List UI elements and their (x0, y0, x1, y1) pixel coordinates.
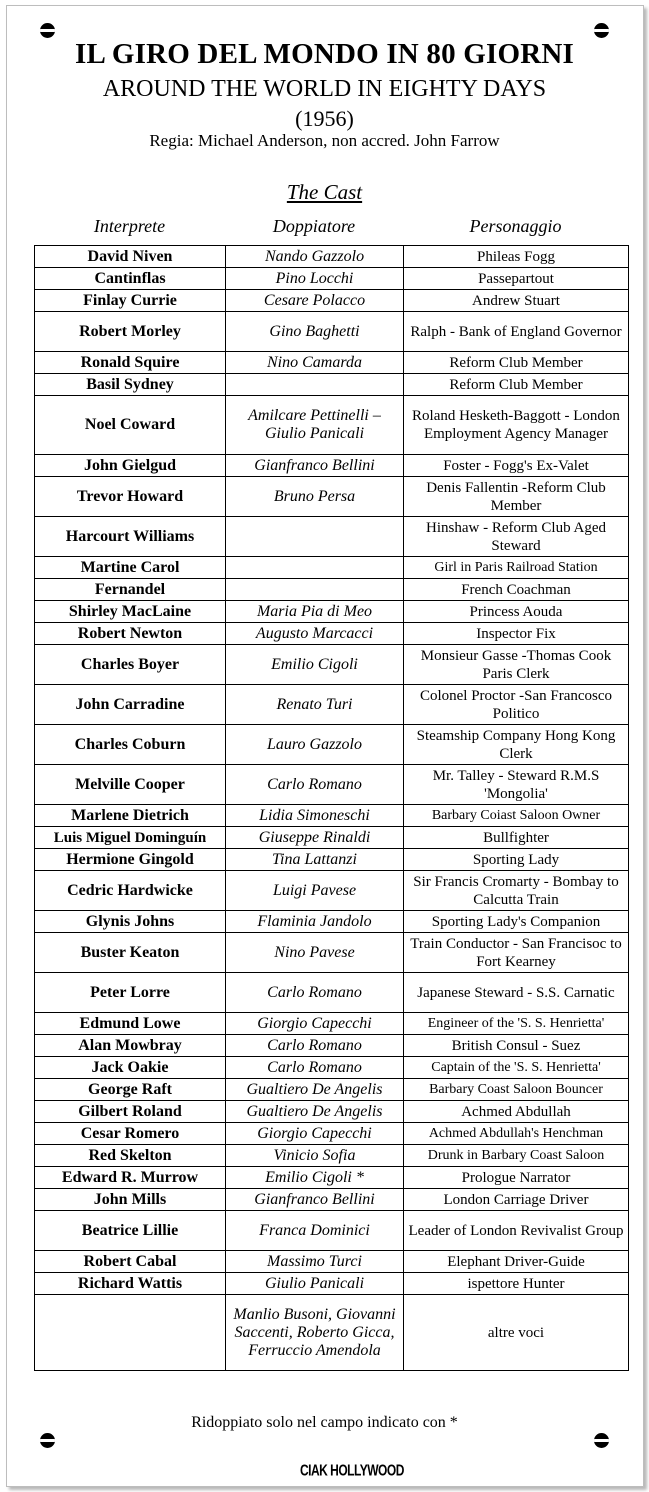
column-header-character: Personaggio (469, 216, 562, 236)
cell-character: Reform Club Member (404, 374, 629, 396)
cell-actor: Buster Keaton (35, 933, 226, 973)
table-row (35, 477, 629, 517)
cell-character: Captain of the 'S. S. Henrietta' (404, 1057, 629, 1079)
cell-dubber: Carlo Romano (226, 1035, 404, 1057)
cell-character: Roland Hesketh-Baggott - London Employment Agency Manager (404, 396, 629, 455)
cell-dubber: Lidia Simoneschi (226, 805, 404, 827)
cell-character: French Coachman (404, 579, 629, 601)
director-credit: Regia: Michael Anderson, non accred. John Farrow (149, 131, 500, 150)
table-row (35, 805, 629, 827)
cell-dubber: Luigi Pavese (226, 871, 404, 911)
cell-actor: Red Skelton (35, 1145, 226, 1167)
cell-dubber: Gualtiero De Angelis (226, 1079, 404, 1101)
table-row (35, 645, 629, 685)
cell-dubber: Gino Baghetti (226, 312, 404, 352)
release-year: (1956) (295, 106, 354, 131)
cell-actor: Fernandel (35, 579, 226, 601)
table-row (35, 725, 629, 765)
cell-character: Reform Club Member (404, 352, 629, 374)
cell-actor: Beatrice Lillie (35, 1211, 226, 1251)
cell-dubber: Gianfranco Bellini (226, 1189, 404, 1211)
cell-character: Colonel Proctor -San Francosco Politico (404, 685, 629, 725)
cell-character: Leader of London Revivalist Group (404, 1211, 629, 1251)
table-row (35, 973, 629, 1013)
cell-actor: Richard Wattis (35, 1273, 226, 1295)
cell-character: ispettore Hunter (404, 1273, 629, 1295)
title-italian: IL GIRO DEL MONDO IN 80 GIORNI (74, 38, 575, 70)
cell-character: Phileas Fogg (404, 246, 629, 268)
cell-character: Achmed Abdullah (404, 1101, 629, 1123)
cell-dubber: Tina Lattanzi (226, 849, 404, 871)
cell-actor: Robert Cabal (35, 1251, 226, 1273)
cell-dubber: Flaminia Jandolo (226, 911, 404, 933)
table-row (35, 396, 629, 455)
table-row (35, 685, 629, 725)
cell-actor: John Gielgud (35, 455, 226, 477)
cell-character: Barbary Coiast Saloon Owner (404, 805, 629, 827)
cell-dubber: Carlo Romano (226, 1057, 404, 1079)
table-row (35, 455, 629, 477)
cell-character: Achmed Abdullah's Henchman (404, 1123, 629, 1145)
cell-actor: Edmund Lowe (35, 1013, 226, 1035)
table-row (35, 1273, 629, 1295)
table-row (35, 623, 629, 645)
cell-actor: George Raft (35, 1079, 226, 1101)
table-row (35, 290, 629, 312)
cell-character: Andrew Stuart (404, 290, 629, 312)
table-row (35, 1101, 629, 1123)
cell-dubber (226, 579, 404, 601)
cell-character: Train Conductor - San Francisoc to Fort Kearney (404, 933, 629, 973)
cast-table (34, 245, 629, 1371)
cell-character: Foster - Fogg's Ex-Valet (404, 455, 629, 477)
table-row (35, 601, 629, 623)
cell-dubber: Cesare Polacco (226, 290, 404, 312)
table-row (35, 579, 629, 601)
footnote: Ridoppiato solo nel campo indicato con * (191, 1414, 458, 1431)
cell-actor: Charles Boyer (35, 645, 226, 685)
cell-actor: John Carradine (35, 685, 226, 725)
cell-actor: Basil Sydney (35, 374, 226, 396)
table-row (35, 1123, 629, 1145)
cast-table-body (35, 246, 629, 1371)
table-row (35, 1145, 629, 1167)
cell-character: Steamship Company Hong Kong Clerk (404, 725, 629, 765)
cell-actor: Martine Carol (35, 557, 226, 579)
cell-dubber: Giulio Panicali (226, 1273, 404, 1295)
table-row (35, 1013, 629, 1035)
cell-actor: Cedric Hardwicke (35, 871, 226, 911)
cell-character: Barbary Coast Saloon Bouncer (404, 1079, 629, 1101)
table-row (35, 1079, 629, 1101)
cell-actor: David Niven (35, 246, 226, 268)
cell-actor: Cantinflas (35, 268, 226, 290)
cell-actor: Alan Mowbray (35, 1035, 226, 1057)
cell-character: Engineer of the 'S. S. Henrietta' (404, 1013, 629, 1035)
table-row (35, 268, 629, 290)
cell-dubber: Amilcare Pettinelli – Giulio Panicali (226, 396, 404, 455)
cell-character: Denis Fallentin -Reform Club Member (404, 477, 629, 517)
cell-dubber: Emilio Cigoli * (226, 1167, 404, 1189)
cell-dubber: Franca Dominici (226, 1211, 404, 1251)
cell-character: Monsieur Gasse -Thomas Cook Paris Clerk (404, 645, 629, 685)
cell-character: Sir Francis Cromarty - Bombay to Calcutta Train (404, 871, 629, 911)
table-row (35, 246, 629, 268)
table-row (35, 827, 629, 849)
cell-character: Sporting Lady (404, 849, 629, 871)
cell-character: Sporting Lady's Companion (404, 911, 629, 933)
cell-dubber: Augusto Marcacci (226, 623, 404, 645)
cell-character: Hinshaw - Reform Club Aged Steward (404, 517, 629, 557)
table-row (35, 849, 629, 871)
table-row (35, 933, 629, 973)
punch-hole-top-left (40, 23, 55, 38)
cell-dubber: Massimo Turci (226, 1251, 404, 1273)
cell-actor: Melville Cooper (35, 765, 226, 805)
cell-dubber: Bruno Persa (226, 477, 404, 517)
cell-dubber: Carlo Romano (226, 973, 404, 1013)
cell-actor: Ronald Squire (35, 352, 226, 374)
ciak-hollywood-logo: CIAK HOLLYWOOD (300, 1461, 404, 1480)
cell-character: Inspector Fix (404, 623, 629, 645)
cell-actor (35, 1295, 226, 1371)
table-row (35, 1189, 629, 1211)
cell-actor: Edward R. Murrow (35, 1167, 226, 1189)
cell-character: Bullfighter (404, 827, 629, 849)
cell-character: British Consul - Suez (404, 1035, 629, 1057)
cell-dubber: Renato Turi (226, 685, 404, 725)
table-row (35, 911, 629, 933)
punch-hole-bottom-left (40, 1433, 55, 1448)
cell-character: Princess Aouda (404, 601, 629, 623)
cell-dubber: Gianfranco Bellini (226, 455, 404, 477)
table-row (35, 1211, 629, 1251)
cell-dubber: Maria Pia di Meo (226, 601, 404, 623)
cell-dubber: Manlio Busoni, Giovanni Saccenti, Roberto Gicca, Ferruccio Amendola (226, 1295, 404, 1371)
cell-actor: Robert Morley (35, 312, 226, 352)
cell-character: Passepartout (404, 268, 629, 290)
cell-dubber: Giorgio Capecchi (226, 1123, 404, 1145)
cell-dubber: Carlo Romano (226, 765, 404, 805)
cell-actor: Glynis Johns (35, 911, 226, 933)
cell-actor: Hermione Gingold (35, 849, 226, 871)
cell-dubber: Giorgio Capecchi (226, 1013, 404, 1035)
cell-actor: Marlene Dietrich (35, 805, 226, 827)
table-row (35, 374, 629, 396)
cell-dubber: Lauro Gazzolo (226, 725, 404, 765)
cell-actor: Shirley MacLaine (35, 601, 226, 623)
cell-dubber: Pino Locchi (226, 268, 404, 290)
cell-dubber: Vinicio Sofia (226, 1145, 404, 1167)
cell-character: Elephant Driver-Guide (404, 1251, 629, 1273)
cell-actor: Harcourt Williams (35, 517, 226, 557)
table-row (35, 1295, 629, 1371)
cell-dubber (226, 517, 404, 557)
cell-dubber: Emilio Cigoli (226, 645, 404, 685)
cell-actor: Trevor Howard (35, 477, 226, 517)
column-header-dubber: Doppiatore (272, 216, 356, 236)
table-row (35, 765, 629, 805)
cell-actor: Gilbert Roland (35, 1101, 226, 1123)
cast-heading: The Cast (286, 180, 363, 204)
cell-dubber: Nino Camarda (226, 352, 404, 374)
cell-character: London Carriage Driver (404, 1189, 629, 1211)
cell-actor: Noel Coward (35, 396, 226, 455)
cell-dubber (226, 374, 404, 396)
table-row (35, 871, 629, 911)
cell-dubber (226, 557, 404, 579)
cell-character: altre voci (404, 1295, 629, 1371)
table-row (35, 1251, 629, 1273)
table-row (35, 1035, 629, 1057)
cell-actor: Peter Lorre (35, 973, 226, 1013)
cell-character: Mr. Talley - Steward R.M.S 'Mongolia' (404, 765, 629, 805)
cell-dubber: Nino Pavese (226, 933, 404, 973)
cell-actor: Charles Coburn (35, 725, 226, 765)
cell-dubber: Gualtiero De Angelis (226, 1101, 404, 1123)
punch-hole-top-right (594, 23, 609, 38)
cell-actor: Finlay Currie (35, 290, 226, 312)
cell-character: Drunk in Barbary Coast Saloon (404, 1145, 629, 1167)
table-row (35, 557, 629, 579)
cell-actor: Cesar Romero (35, 1123, 226, 1145)
table-row (35, 517, 629, 557)
cell-actor: Jack Oakie (35, 1057, 226, 1079)
cell-character: Ralph - Bank of England Governor (404, 312, 629, 352)
title-english: AROUND THE WORLD IN EIGHTY DAYS (102, 76, 547, 102)
punch-hole-bottom-right (594, 1433, 609, 1448)
table-row (35, 352, 629, 374)
column-header-actor: Interprete (93, 216, 166, 236)
table-row (35, 1057, 629, 1079)
cell-dubber: Giuseppe Rinaldi (226, 827, 404, 849)
cell-actor: John Mills (35, 1189, 226, 1211)
cell-dubber: Nando Gazzolo (226, 246, 404, 268)
cell-character: Prologue Narrator (404, 1167, 629, 1189)
cell-actor: Luis Miguel Dominguín (35, 827, 226, 849)
table-row (35, 312, 629, 352)
cell-character: Japanese Steward - S.S. Carnatic (404, 973, 629, 1013)
cell-actor: Robert Newton (35, 623, 226, 645)
cell-character: Girl in Paris Railroad Station (404, 557, 629, 579)
table-row (35, 1167, 629, 1189)
